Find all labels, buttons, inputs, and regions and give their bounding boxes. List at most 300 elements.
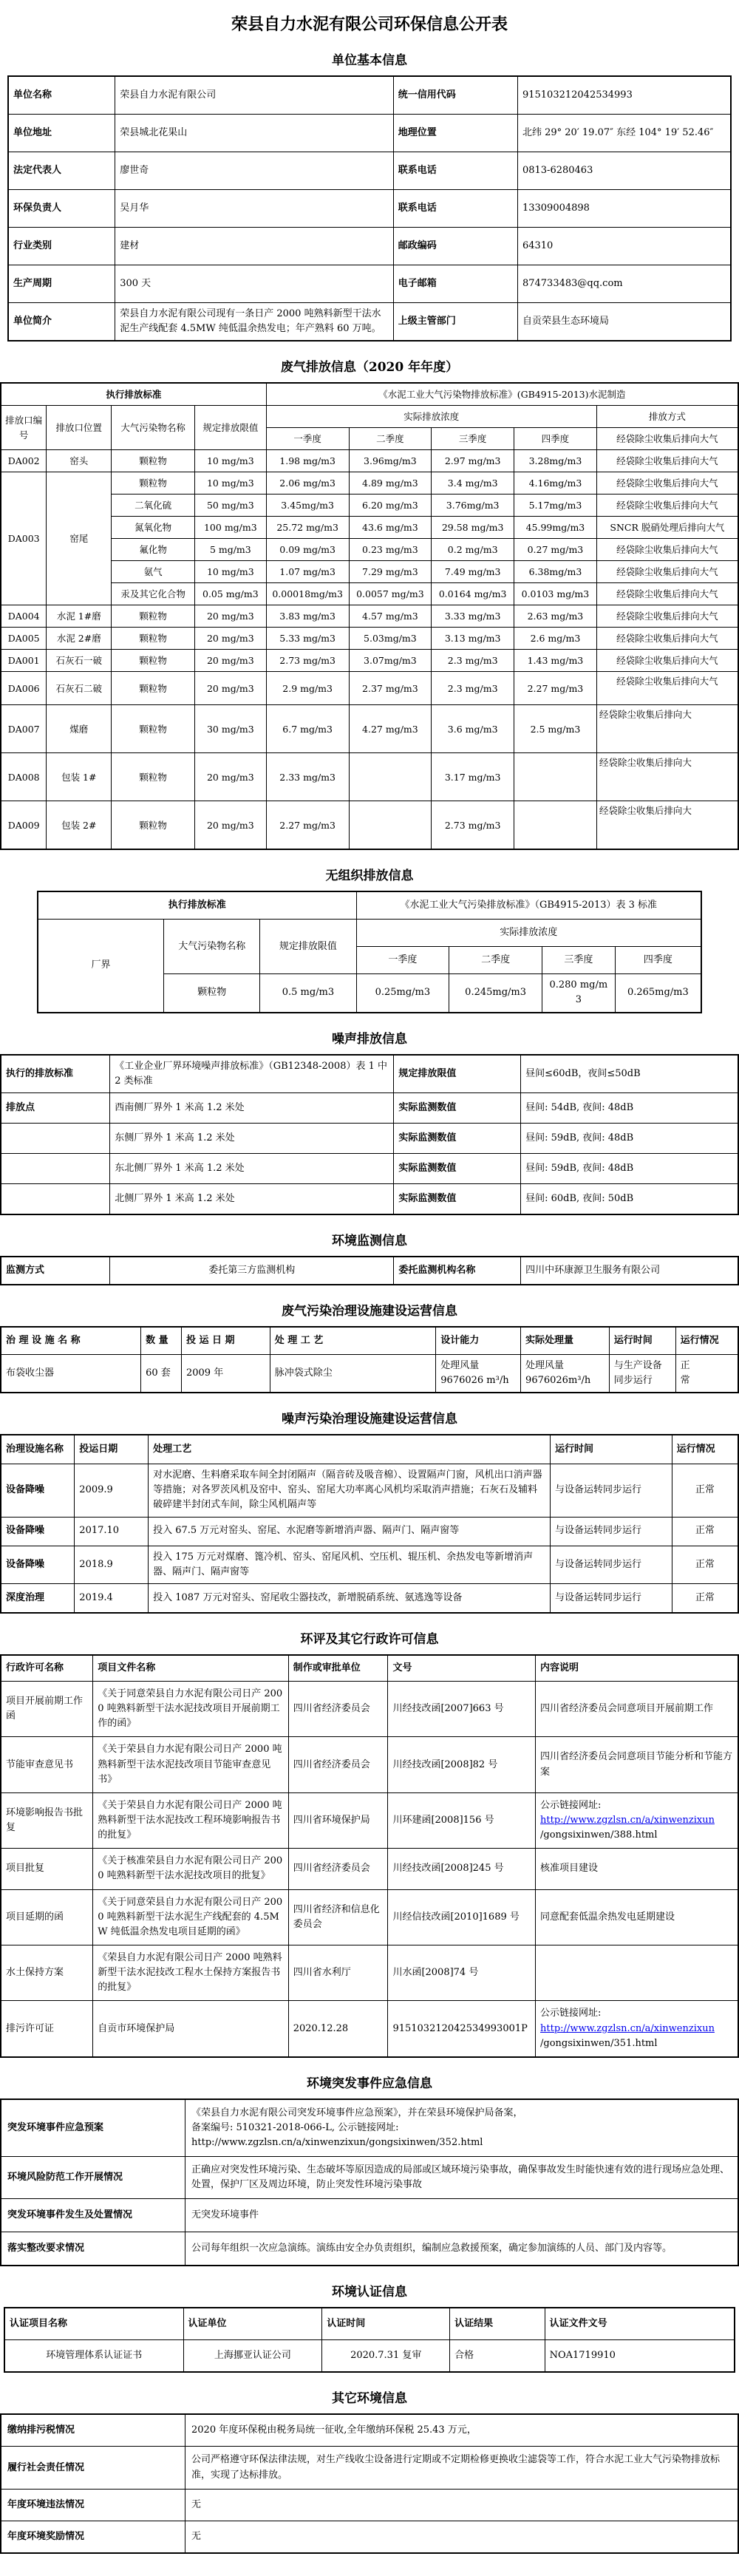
waste-gas-emission-table [0,382,739,850]
table-cell: 四川省经济委员会 [288,1849,388,1889]
link[interactable]: http://www.zgzlsn.cn/a/xinwenzixun [540,1814,715,1826]
table-cell: 川经技改函[2007]663 号 [388,1681,536,1736]
table-cell: 规定排放限值 [194,406,266,450]
header-cell: 运行情况 [675,1327,738,1355]
table-cell: 3.4 mg/m3 [432,472,514,495]
table-cell: 项目开展前期工作函 [1,1681,93,1736]
table-row [8,152,731,190]
table-cell: 1.98 mg/m3 [266,450,349,472]
table-cell: 经袋除尘收集后排向大气 [596,495,738,517]
table-cell: 经袋除尘收集后排向大气 [596,583,738,605]
table-cell: 20 mg/m3 [194,672,266,705]
table-cell: 二季度 [349,428,432,450]
table-cell: 4.89 mg/m3 [349,472,432,495]
table-cell: 30 mg/m3 [194,705,266,753]
table-cell: 1.43 mg/m3 [514,650,597,672]
link[interactable]: http://www.zgzlsn.cn/a/xinwenzixun [540,2022,715,2034]
table-cell: SNCR 脱硝处理后排向大气 [596,517,738,539]
table-cell: 2.6 mg/m3 [514,628,597,650]
table-cell: 《关于同意荣县自力水泥有限公司日产 2000 吨熟料新型干法水泥生产线配套的 4.5MW 纯低温余热发电项目延期的函》 [93,1889,288,1945]
table-cell: 氟化物 [112,539,195,561]
table-cell: 四季度 [514,428,597,450]
table-row [8,115,731,152]
text-line: /gongsixinwen/388.html [540,1829,658,1841]
header-cell: 邮政编码 [393,228,517,265]
table-cell: 50 mg/m3 [194,495,266,517]
table-row [1,2521,738,2553]
table-cell: 荣县自力水泥有限公司 [115,76,394,115]
table-row [1,705,738,753]
text-line: 处理风量 [440,1359,480,1371]
table-cell: 正常 [672,1583,738,1613]
table-cell: 颗粒物 [112,450,195,472]
table-cell: 2.3 mg/m3 [432,650,514,672]
table-cell: DA006 [1,672,47,705]
text-line: 与生产设备 [613,1359,662,1371]
table-row [1,517,738,539]
header-cell: 设备降噪 [1,1464,75,1517]
table-cell [536,1945,738,2000]
other-info-table [0,2413,739,2553]
table-cell: 3.17 mg/m3 [432,753,514,801]
header-cell: 突发环境事件发生及处置情况 [1,2199,185,2232]
table-cell: 3.45mg/m3 [266,495,349,517]
table-cell: 颗粒物 [112,672,195,705]
table-cell: 四川省环境保护局 [288,1792,388,1848]
table-cell: DA008 [1,753,47,801]
table-cell: 三季度 [542,947,615,974]
header-cell: 排放点 [1,1092,110,1123]
table-row [8,76,731,115]
table-cell: 投入 67.5 万元对窑头、窑尾、水泥磨等新增消声器、隔声门、隔声窗等 [149,1517,551,1546]
table-row [1,1546,738,1583]
table-cell: 1.07 mg/m3 [266,561,349,583]
table-row [1,495,738,517]
table-cell: 13309004898 [517,190,731,228]
table-cell: 自贡市环境保护局 [93,2001,288,2057]
header-cell: 设备降噪 [1,1546,75,1583]
table-cell: 颗粒物 [164,974,260,1013]
table-cell: 20 mg/m3 [194,628,266,650]
table-cell: 经袋除尘收集后排向大气 [596,428,738,450]
table-row [1,1792,738,1848]
table-cell: 与设备运转同步运行 [551,1583,672,1613]
table-cell: 西南侧厂界外 1 米高 1.2 米处 [110,1092,394,1123]
table-cell: 吴月华 [115,190,394,228]
table-cell [349,801,432,850]
table-cell: 水泥 2#磨 [47,628,112,650]
header-cell: 投 运 日 期 [181,1327,270,1355]
header-cell: 设备降噪 [1,1517,75,1546]
table-cell: 915103212042534993001P [388,2001,536,2057]
header-cell: 文号 [388,1655,536,1682]
table-cell: 四川中环康源卫生服务有限公司 [521,1257,738,1285]
table-row [8,303,731,341]
table-cell: 四川省经济委员会 [288,1737,388,1792]
table-cell: 煤磨 [47,705,112,753]
table-cell: 厂界 [38,920,164,1013]
table-cell: 石灰石二破 [47,672,112,705]
table-cell: 正确应对突发性环境污染、生态破坏等原因造成的局部或区域环境污染事故，确保事故发生时能快速有效的进行现场应急处理、处置，保护厂区及周边环境，防止突发性环境污染事故 [185,2157,739,2199]
table-cell: 3.96mg/m3 [349,450,432,472]
table-cell: 石灰石一破 [47,650,112,672]
table-cell: 北纬 29° 20′ 19.07″ 东经 104° 19′ 52.46″ [517,115,731,152]
table-cell [521,1354,610,1393]
header-cell: 项目文件名称 [93,1655,288,1682]
table-row [8,190,731,228]
header-cell: 认证文件文号 [545,2308,735,2340]
header-cell: 联系电话 [393,190,517,228]
table-cell: 大气污染物名称 [164,920,260,974]
header-cell: 认证结果 [450,2308,545,2340]
table-cell: 四季度 [615,947,701,974]
table-cell: 同意配套低温余热发电延期建设 [536,1889,738,1945]
table-cell: 《关于荣县自力水泥有限公司日产 2000 吨熟料新型干法水泥技改项目节能审查意见书》 [93,1737,288,1792]
table-cell: 四川省经济委员会 [288,1681,388,1736]
table-cell: 脉冲袋式除尘 [270,1354,436,1393]
header-cell: 认证单位 [183,2308,322,2340]
table-cell [536,2001,738,2057]
table-cell: 0.265mg/m3 [615,974,701,1013]
table-cell: 100 mg/m3 [194,517,266,539]
table-row [1,1435,738,1464]
table-cell: 水土保持方案 [1,1945,93,2000]
section-heading-gas-treatment: 废气污染治理设施建设运营信息 [282,1303,457,1319]
table-cell: 4.57 mg/m3 [349,605,432,628]
table-row [1,1055,738,1093]
table-cell: 三季度 [432,428,514,450]
table-cell: 25.72 mg/m3 [266,517,349,539]
table-cell [514,753,597,801]
header-cell: 运行情况 [672,1435,738,1464]
table-cell: 0.5 mg/m3 [260,974,356,1013]
header-cell: 缴纳排污税情况 [1,2414,185,2447]
table-cell: 0.2 mg/m3 [432,539,514,561]
table-cell: 无 [185,2489,739,2521]
table-row [1,605,738,628]
table-row [1,1092,738,1123]
header-cell: 生产周期 [8,265,115,303]
header-cell: 治 理 设 施 名 称 [1,1327,141,1355]
table-cell: 7.29 mg/m3 [349,561,432,583]
table-row [1,539,738,561]
header-cell: 实际监测数值 [394,1153,521,1183]
table-cell: 四川省经济委员会同意项目节能分析和节能方案 [536,1737,738,1792]
table-cell: 0.0164 mg/m3 [432,583,514,605]
table-cell: 颗粒物 [112,801,195,850]
table-cell: 《关于核准荣县自力水泥有限公司日产 2000 吨熟料新型干法水泥技改项目的批复》 [93,1849,288,1889]
text-line: 同步运行 [613,1374,653,1386]
header-cell: 落实整改要求情况 [1,2232,185,2266]
table-row [1,1945,738,2000]
table-row [1,1354,738,1393]
header-cell: 治理设施名称 [1,1435,75,1464]
noise-treatment-facility-table [0,1434,739,1614]
table-cell: 窑尾 [47,472,112,605]
table-cell: 5.17mg/m3 [514,495,597,517]
table-cell: 经袋除尘收集后排向大气 [596,628,738,650]
table-cell: 2.06 mg/m3 [266,472,349,495]
table-row [8,228,731,265]
table-cell: 大气污染物名称 [112,406,195,450]
header-cell: 委托监测机构名称 [394,1257,521,1285]
text-line: 公示链接网址: [540,1799,602,1811]
section-heading-waste-gas: 废气排放信息（2020 年年度） [280,360,459,375]
table-row [1,753,738,801]
table-cell: 核准项目建设 [536,1849,738,1889]
table-cell: 2019.4 [75,1583,149,1613]
table-cell: 《荣县自力水泥有限公司日产 2000 吨熟料新型干法水泥技改工程水土保持方案报告书的批复》 [93,1945,288,2000]
table-cell: 北侧厂界外 1 米高 1.2 米处 [110,1183,394,1214]
unorganized-emission-table [37,891,702,1013]
table-cell: 300 天 [115,265,394,303]
header-cell: 履行社会责任情况 [1,2447,185,2489]
table-row [1,450,738,472]
header-cell: 电子邮箱 [393,265,517,303]
table-cell: 经袋除尘收集后排向大气 [596,672,738,705]
table-cell: 2.27 mg/m3 [266,801,349,850]
table-cell: 《水泥工业大气污染排放标准》（GB4915-2013）表 3 标准 [356,891,701,920]
table-cell: 东侧厂界外 1 米高 1.2 米处 [110,1123,394,1153]
table-cell: 川经技改函[2008]245 号 [388,1849,536,1889]
table-cell [349,753,432,801]
table-cell: 《关于荣县自力水泥有限公司日产 2000 吨熟料新型干法水泥技改工程环境影响报告书的批复》 [93,1792,288,1848]
header-cell: 投运日期 [75,1435,149,1464]
table-cell: 实际排放浓度 [356,920,701,947]
header-cell: 实际监测数值 [394,1183,521,1214]
table-cell: 氮氧化物 [112,517,195,539]
table-cell: 2009.9 [75,1464,149,1517]
table-cell: 排放方式 [596,406,738,428]
header-cell: 执行排放标准 [1,383,266,406]
table-cell [536,1792,738,1848]
table-cell: 正常 [672,1517,738,1546]
table-cell: 水泥 1#磨 [47,605,112,628]
table-cell: 节能审查意见书 [1,1737,93,1792]
text-line: 正 [680,1359,690,1371]
table-cell: 合格 [450,2340,545,2373]
table-cell: 排污许可证 [1,2001,93,2057]
table-cell: 874733483@qq.com [517,265,731,303]
header-cell: 行政许可名称 [1,1655,93,1682]
table-row [1,2099,738,2157]
table-cell: 四川省水利厅 [288,1945,388,2000]
table-cell: 4.16mg/m3 [514,472,597,495]
table-row [38,920,701,947]
header-cell: 深度治理 [1,1583,75,1613]
table-cell: 二季度 [449,947,542,974]
table-cell: 6.7 mg/m3 [266,705,349,753]
table-cell: 2.73 mg/m3 [266,650,349,672]
section-heading-certification: 环境认证信息 [332,2285,407,2300]
table-cell: 0.09 mg/m3 [266,539,349,561]
table-row [1,472,738,495]
text-line: 备案编号: 510321-2018-066-L, 公示链接网址: [191,2121,399,2133]
table-cell: 6.20 mg/m3 [349,495,432,517]
emergency-info-table [0,2098,739,2267]
table-cell: 二氧化硫 [112,495,195,517]
header-cell: 实际处理量 [521,1327,610,1355]
table-cell: 无 [185,2521,739,2553]
table-cell: 规定排放限值 [260,920,356,974]
table-row [1,383,738,406]
table-row [1,628,738,650]
table-row [1,1123,738,1153]
header-cell: 认证时间 [322,2308,450,2340]
header-cell: 环境风险防范工作开展情况 [1,2157,185,2199]
table-cell: 经袋除尘收集后排向大 [596,705,738,753]
table-cell: 川经信技改函[2010]1689 号 [388,1889,536,1945]
table-cell: 2020.12.28 [288,2001,388,2057]
table-cell: 环境管理体系认证证书 [4,2340,183,2373]
table-cell: 经袋除尘收集后排向大气 [596,450,738,472]
header-cell: 统一信用代码 [393,76,517,115]
table-cell: 自贡荣县生态环境局 [517,303,731,341]
table-cell: 项目延期的函 [1,1889,93,1945]
section-heading-monitoring: 环境监测信息 [332,1233,407,1248]
header-cell: 突发环境事件应急预案 [1,2099,185,2157]
table-cell: 经袋除尘收集后排向大气 [596,605,738,628]
header-cell: 规定排放限值 [394,1055,521,1093]
table-cell: 5.33 mg/m3 [266,628,349,650]
table-cell: 10 mg/m3 [194,472,266,495]
table-row [4,2340,735,2373]
table-cell: 氨气 [112,561,195,583]
table-cell: 0.0057 mg/m3 [349,583,432,605]
table-cell: 投入 175 万元对煤磨、篦冷机、窑头、窑尾风机、空压机、辊压机、余热发电等新增消声器、隔声门、隔声窗等 [149,1546,551,1583]
table-cell: 0.05 mg/m3 [194,583,266,605]
table-cell [675,1354,738,1393]
table-cell: 3.83 mg/m3 [266,605,349,628]
table-cell: 2009 年 [181,1354,270,1393]
table-row [1,801,738,850]
table-cell: 10 mg/m3 [194,450,266,472]
section-heading-noise-treatment: 噪声污染治理设施建设运营信息 [282,1412,457,1427]
table-cell: 颗粒物 [112,605,195,628]
table-row [8,265,731,303]
text-line: 处理风量 [525,1359,565,1371]
table-cell: 29.58 mg/m3 [432,517,514,539]
header-cell: 处 理 工 艺 [270,1327,436,1355]
table-cell: DA005 [1,628,47,650]
table-cell: 排放口位置 [47,406,112,450]
table-cell: 0.245mg/m3 [449,974,542,1013]
header-cell: 实际监测数值 [394,1123,521,1153]
table-cell: 0.25mg/m3 [356,974,449,1013]
header-cell: 执行排放标准 [38,891,356,920]
table-cell: 经袋除尘收集后排向大气 [596,539,738,561]
table-row [1,2199,738,2232]
table-cell: 排放口编号 [1,406,47,450]
administrative-permits-table [0,1654,739,2058]
table-cell: 与设备运转同步运行 [551,1546,672,1583]
table-row [1,1464,738,1517]
table-cell: DA007 [1,705,47,753]
table-cell: 昼间: 54dB, 夜间: 48dB [521,1092,738,1123]
table-cell: 昼间≤60dB，夜间≤50dB [521,1055,738,1093]
table-cell: 0.23 mg/m3 [349,539,432,561]
table-cell: DA004 [1,605,47,628]
header-cell: 行业类别 [8,228,115,265]
table-cell: 20 mg/m3 [194,650,266,672]
table-cell [1,1153,110,1183]
section-heading-other: 其它环境信息 [332,2391,407,2407]
table-row [1,1737,738,1792]
table-cell: 经袋除尘收集后排向大气 [596,472,738,495]
table-cell: 3.13 mg/m3 [432,628,514,650]
table-cell: 与设备运转同步运行 [551,1517,672,1546]
environment-monitoring-table [0,1256,739,1285]
table-cell: 10 mg/m3 [194,561,266,583]
certification-table [4,2307,735,2373]
header-cell: 上级主管部门 [393,303,517,341]
table-cell: 正常 [672,1546,738,1583]
header-cell: 单位简介 [8,303,115,341]
table-cell: 汞及其它化合物 [112,583,195,605]
header-cell: 法定代表人 [8,152,115,190]
table-cell: 经袋除尘收集后排向大气 [596,650,738,672]
section-heading-unorganized: 无组织排放信息 [325,869,414,884]
table-cell: 2017.10 [75,1517,149,1546]
table-cell: 3.33 mg/m3 [432,605,514,628]
header-cell: 运行时间 [551,1435,672,1464]
table-cell: 2.97 mg/m3 [432,450,514,472]
table-cell: DA009 [1,801,47,850]
header-cell: 认证项目名称 [4,2308,183,2340]
gas-treatment-facility-table [0,1326,739,1393]
table-cell: DA001 [1,650,47,672]
header-cell: 内容说明 [536,1655,738,1682]
section-heading-basic-info: 单位基本信息 [332,53,407,68]
table-cell: 《水泥工业大气污染物排放标准》(GB4915-2013)水泥制造 [266,383,738,406]
table-cell: 2018.9 [75,1546,149,1583]
table-row [1,406,738,428]
table-cell [436,1354,521,1393]
table-row [1,2447,738,2489]
header-cell: 单位名称 [8,76,115,115]
table-cell: 公司严格遵守环保法律法规，对生产线收尘设备进行定期或不定期检修更换收尘滤袋等工作，符合水泥工业大气污染物排放标准，实现了达标排放。 [185,2447,739,2489]
table-cell: 45.99mg/m3 [514,517,597,539]
table-row [1,1889,738,1945]
table-cell: 经袋除尘收集后排向大 [596,753,738,801]
header-cell: 地理位置 [393,115,517,152]
table-row [1,1583,738,1613]
noise-emission-table [0,1054,739,1215]
table-row [1,1327,738,1355]
page-title: 荣县自力水泥有限公司环保信息公开表 [231,15,508,34]
table-cell [185,2099,739,2157]
table-cell: 昼间: 60dB, 夜间: 50dB [521,1183,738,1214]
header-cell: 实际监测数值 [394,1092,521,1123]
table-cell: 无突发环境事件 [185,2199,739,2232]
table-cell: 3.28mg/m3 [514,450,597,472]
table-cell: 7.49 mg/m3 [432,561,514,583]
table-cell: 川环建函[2008]156 号 [388,1792,536,1848]
header-cell: 年度环境奖励情况 [1,2521,185,2553]
table-cell: 0813-6280463 [517,152,731,190]
table-cell: 2.33 mg/m3 [266,753,349,801]
section-heading-permits: 环评及其它行政许可信息 [300,1631,439,1647]
basic-info-table [7,75,732,341]
table-cell: 颗粒物 [112,650,195,672]
table-cell: 正常 [672,1464,738,1517]
table-cell: 915103212042534993 [517,76,731,115]
header-cell: 处理工艺 [149,1435,551,1464]
table-cell: 2020.7.31 复审 [322,2340,450,2373]
table-cell: 环境影响报告书批复 [1,1792,93,1848]
table-cell: 经袋除尘收集后排向大 [596,801,738,850]
table-cell: 0.0103 mg/m3 [514,583,597,605]
